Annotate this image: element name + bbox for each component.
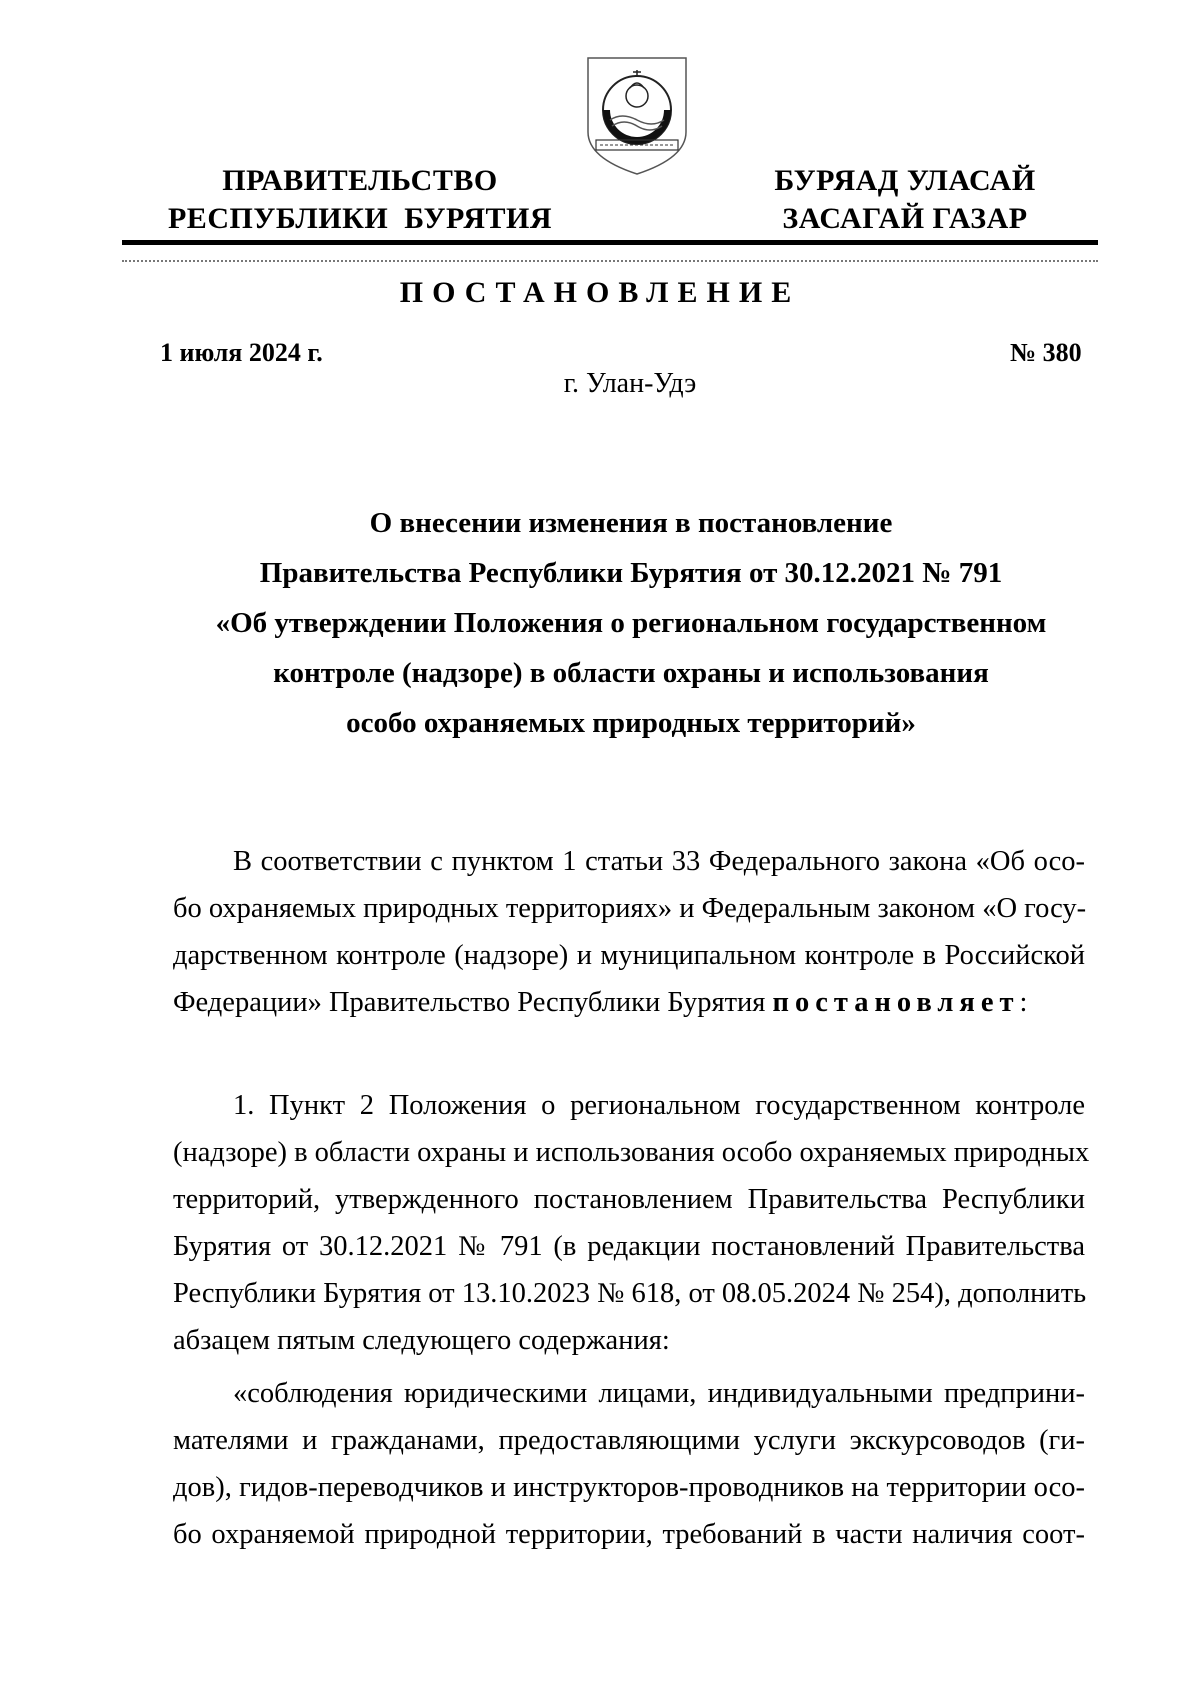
- body-line: бо охраняемой природной территории, требований в части наличия соот-: [173, 1519, 1085, 1550]
- government-name-line1: ПРАВИТЕЛЬСТВО: [222, 164, 498, 197]
- title-line: О внесении изменения в постановление: [369, 507, 893, 539]
- body-line: (надзоре) в области охраны и использования особо охраняемых природных: [173, 1137, 1090, 1168]
- body-line: Бурятия от 30.12.2021 № 791 (в редакции постановлений Правительства: [173, 1231, 1085, 1262]
- body-line: бо охраняемых природных территориях» и Федеральным законом «О госу-: [173, 893, 1087, 924]
- body-line: абзацем пятым следующего содержания:: [173, 1325, 670, 1356]
- title-line: контроле (надзоре) в области охраны и использования: [273, 657, 989, 689]
- government-name-line2: РЕСПУБЛИКИ БУРЯТИЯ: [167, 202, 553, 235]
- coat-of-arms-emblem: [582, 54, 692, 178]
- decree-keyword-colon: :: [1019, 987, 1028, 1018]
- body-line-text: Федерации» Правительство Республики Бурятия: [173, 987, 766, 1018]
- document-number: № 380: [1010, 338, 1082, 367]
- body-line: территорий, утвержденного постановлением Правительства Республики: [173, 1184, 1085, 1215]
- body-line: 1. Пункт 2 Положения о региональном государственном контроле: [233, 1090, 1085, 1121]
- coat-of-arms-icon: [582, 54, 692, 178]
- title-line: «Об утверждении Положения о региональном государственном: [215, 607, 1047, 639]
- header-divider-thick: [122, 240, 1098, 245]
- header-divider-thin: [122, 260, 1098, 262]
- clause-1-paragraph: [173, 1082, 1090, 1364]
- body-line: дарственном контроле (надзоре) и муниципальном контроле в Российской: [173, 940, 1085, 971]
- government-name-buryat-line1: БУРЯАД УЛАСАЙ: [774, 164, 1036, 197]
- document-title: [160, 498, 1102, 748]
- body-line: мателями и гражданами, предоставляющими услуги экскурсоводов (ги-: [173, 1425, 1085, 1456]
- document-city: г. Улан-Удэ: [563, 368, 697, 399]
- government-name-buryat-line2: ЗАСАГАЙ ГАЗАР: [782, 202, 1028, 235]
- decree-keyword: постановляет: [772, 987, 1020, 1018]
- body-line: «соблюдения юридическими лицами, индивидуальными предприни-: [233, 1378, 1085, 1409]
- government-name-russian: [160, 162, 560, 238]
- quoted-addition-paragraph: [173, 1370, 1085, 1558]
- document-type: ПОСТАНОВЛЕНИЕ: [399, 276, 801, 309]
- body-line-last: [173, 979, 1085, 1026]
- document-date: 1 июля 2024 г.: [160, 338, 323, 367]
- title-line: Правительства Республики Бурятия от 30.12.2021 № 791: [259, 557, 1003, 589]
- body-line: дов), гидов-переводчиков и инструкторов-проводников на территории осо-: [173, 1472, 1085, 1503]
- body-line: В соответствии с пунктом 1 статьи 33 Федерального закона «Об осо-: [233, 846, 1085, 877]
- body-line: Республики Бурятия от 13.10.2023 № 618, от 08.05.2024 № 254), дополнить: [173, 1278, 1087, 1309]
- preamble-paragraph: [173, 838, 1085, 1026]
- title-line: особо охраняемых природных территорий»: [346, 707, 916, 739]
- government-name-buryat: [740, 162, 1070, 238]
